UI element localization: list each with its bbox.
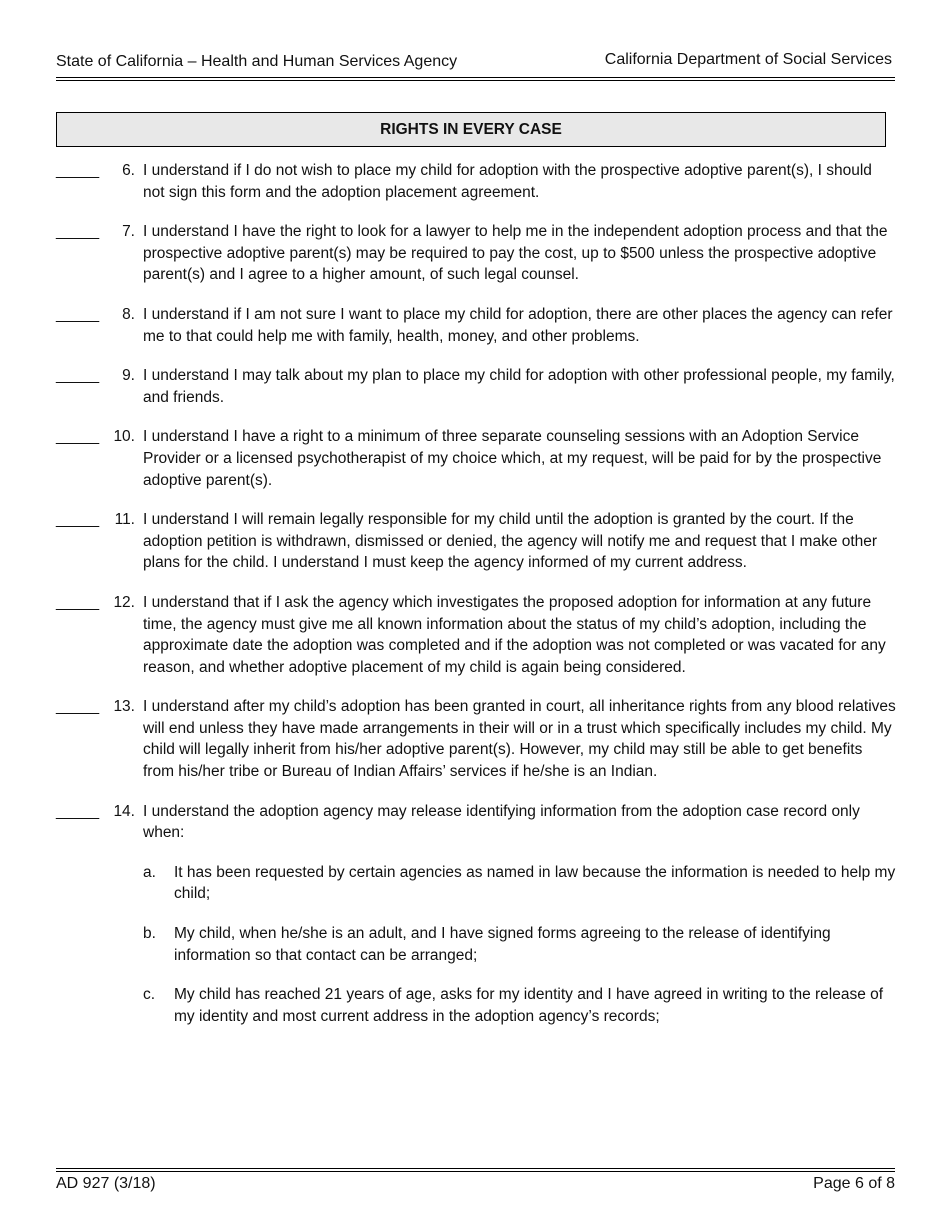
header-divider bbox=[56, 77, 895, 81]
item-number: 6. bbox=[122, 162, 135, 179]
initials-blank: _____ bbox=[56, 593, 100, 611]
item-text: I understand if I do not wish to place my child for adoption with the prospective adoptive parent(s), I should not sign this form and the adoption placement agreement. bbox=[143, 162, 872, 201]
item-text: I understand I will remain legally responsible for my child until the adoption is granted by the court. If the adoption petition is withdrawn, dismissed or denied, the agency will notify me and request that I make other plans for the child. I understand I must keep the agency informed of my current address. bbox=[143, 511, 878, 572]
sub-item bbox=[143, 862, 896, 905]
list-item bbox=[56, 592, 896, 678]
item-text: I understand I may talk about my plan to place my child for adoption with other professional people, my family, and friends. bbox=[143, 367, 895, 406]
item-text: I understand after my child’s adoption has been granted in court, all inheritance rights from any blood relatives will end unless they have made arrangements in their will or in a trust which specifically includes my child. My child will legally inherit from his/her adoptive parent(s). However, my child may still be able to get benefits from his/her tribe or Bureau of Indian Affairs’ services if he/she is an Indian. bbox=[143, 698, 896, 781]
form-id: AD 927 (3/18) bbox=[56, 1175, 156, 1192]
item-text: I understand if I am not sure I want to place my child for adoption, there are other places the agency can refer me to that could help me with family, health, money, and other problems. bbox=[143, 305, 893, 345]
sub-item-text: My child has reached 21 years of age, asks for my identity and I have agreed in writing to the release of my identity and most current address in the adoption agency’s records; bbox=[174, 986, 884, 1025]
section-title: RIGHTS IN EVERY CASE bbox=[56, 112, 886, 147]
item-number: 13. bbox=[113, 698, 135, 716]
item-number: 7. bbox=[122, 223, 135, 241]
sub-item bbox=[143, 984, 896, 1027]
rights-list bbox=[56, 160, 896, 1045]
initials-blank: _____ bbox=[56, 367, 100, 385]
item-number: 11. bbox=[114, 511, 135, 529]
list-item bbox=[56, 426, 896, 491]
list-item bbox=[56, 160, 896, 203]
item-number: 8. bbox=[122, 305, 135, 323]
sub-item bbox=[143, 923, 896, 966]
page-number: Page 6 of 8 bbox=[813, 1175, 895, 1192]
list-item bbox=[56, 304, 896, 347]
initials-blank: _____ bbox=[56, 428, 100, 446]
item-text: I understand I have the right to look for a lawyer to help me in the independent adoption process and that the prospective adoptive parent(s) may be required to pay the cost, up to $500 unless the prospective adoptive parent(s) and I agree to a higher amount, of such legal counsel. bbox=[143, 223, 888, 284]
initials-blank: _____ bbox=[56, 223, 100, 241]
item-number: 10. bbox=[113, 428, 135, 446]
item-text: I understand I have a right to a minimum of three separate counseling sessions with an Adoption Service Provider or a licensed psychotherapist of my choice which, at my request, will be paid for by the prospective adoptive parent(s). bbox=[143, 428, 882, 489]
initials-blank: _____ bbox=[56, 305, 100, 323]
list-item bbox=[56, 221, 896, 286]
sub-item-letter: b. bbox=[143, 925, 156, 943]
initials-blank: _____ bbox=[56, 511, 100, 529]
list-item bbox=[56, 365, 896, 408]
list-item bbox=[56, 801, 896, 1028]
list-item bbox=[56, 696, 896, 782]
item-number: 14. bbox=[113, 802, 135, 820]
item-text: I understand the adoption agency may release identifying information from the adoption case record only when: bbox=[143, 802, 860, 842]
initials-blank: _____ bbox=[56, 698, 100, 716]
item-text: I understand that if I ask the agency which investigates the proposed adoption for information at any future time, the agency must give me all known information about the status of my child’s adoption, including the approximate date the adoption was completed and if the adoption was not completed or was vacated for any reason, and whether adoptive placement of my child is again being considered. bbox=[143, 593, 886, 676]
initials-blank: _____ bbox=[56, 162, 100, 179]
initials-blank: _____ bbox=[56, 802, 100, 820]
list-item bbox=[56, 509, 896, 574]
department-name: California Department of Social Services bbox=[604, 51, 892, 68]
page-header bbox=[56, 50, 895, 74]
sub-item-letter: a. bbox=[143, 863, 156, 881]
item-number: 12. bbox=[113, 593, 135, 611]
sub-item-text: It has been requested by certain agencies as named in law because the information is needed to help my child; bbox=[174, 863, 896, 903]
agency-name: State of California – Health and Human Services Agency bbox=[56, 53, 458, 70]
sub-item-letter: c. bbox=[143, 986, 156, 1004]
item-number: 9. bbox=[122, 367, 135, 385]
footer-divider bbox=[56, 1168, 895, 1172]
sub-item-text: My child, when he/she is an adult, and I have signed forms agreeing to the release of identifying information so that contact can be arranged; bbox=[174, 925, 831, 964]
